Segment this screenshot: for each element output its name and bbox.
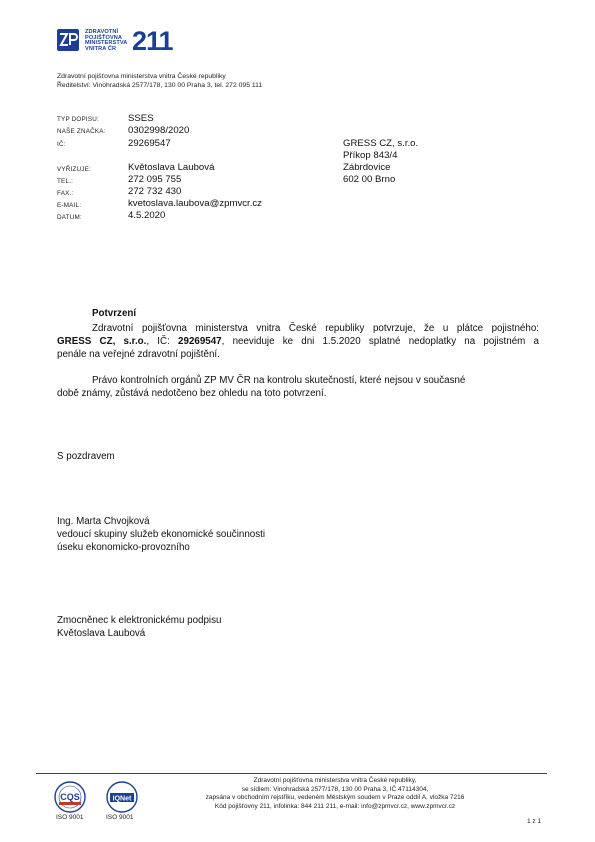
iqnet-certification-logo [103,781,141,813]
cqs-logo-text: CQS [60,792,80,802]
proxy-block [57,614,221,640]
paragraph-line: penále na veřejné zdravotní pojištění. [57,349,220,360]
logo-wordmark [85,30,127,53]
proxy-name: Květoslava Laubová [57,628,146,639]
meta-value: SSES [128,113,154,124]
recipient-name: GRESS CZ, s.r.o. [343,138,419,149]
logo-line: ZDRAVOTNÍ [85,29,119,35]
footer-line: se sídlem: Vinohradská 2577/178, 130 00 Praha 3, IČ 47114304, [241,785,429,793]
meta-value: 272 732 430 [128,186,182,197]
signature-block [57,515,265,554]
meta-value: 4.5.2020 [128,210,166,221]
footer-divider [36,773,547,774]
meta-label: TYP DOPISU: [57,116,99,123]
signer-name: Ing. Marta Chvojková [57,516,150,527]
logo-code: 211 [132,26,173,56]
meta-value: 0302998/2020 [128,125,190,136]
meta-label: IČ: [57,141,66,148]
org-header [57,72,262,90]
meta-label: DATUM: [57,214,82,221]
meta-value: Květoslava Laubová [128,162,215,173]
paragraph-text: , neeviduje ke dni 1.5.2020 splatné nedoplatky na pojistném a [221,336,539,347]
company-ic: 29269547 [178,336,222,347]
logo-line: MINISTERSTVA [85,40,128,47]
meta-value: 29269547 [128,138,171,149]
ic-label: , IČ: [146,336,179,347]
page-number: 1 z 1 [527,818,542,825]
recipient-district: Zábrdovice [343,162,391,173]
zp-logo-mark [57,29,79,51]
recipient-street: Příkop 843/4 [343,150,398,161]
letter-heading: Potvrzení [92,308,137,319]
meta-label: FAX.: [57,190,74,197]
recipient-address [343,138,418,186]
zpmv-logo [57,26,182,63]
meta-label: E-MAIL: [57,202,82,209]
org-name: Zdravotní pojišťovna ministerstva vnitra České republiky [57,73,226,80]
recipient-city: 602 00 Brno [343,174,396,185]
meta-label: TEL.: [57,178,74,185]
footer-line: Zdravotní pojišťovna ministerstva vnitra České republiky, [253,777,417,784]
iqnet-logo-text: IQNet [112,795,132,803]
signer-title: vedoucí skupiny služeb ekonomické součinnosti [57,529,266,540]
paragraph-line: Právo kontrolních orgánů ZP MV ČR na kontrolu skutečností, které nejsou v současné [92,375,466,386]
logo-line: POJIŠŤOVNA [85,34,123,41]
logo-line: VNITRA ČR [85,46,117,53]
cqs-certification-logo [50,781,90,813]
cert-label: ISO 9001 [106,814,134,821]
meta-value: 272 095 755 [128,174,182,185]
paragraph-line: Zdravotní pojišťovna ministerstva vnitra České republiky potvrzuje, že u plátce pojistného: [92,323,539,334]
paragraph-line [57,335,539,348]
meta-value: kvetoslava.laubova@zpmvcr.cz [128,198,262,209]
footer-info [150,777,520,811]
meta-label: VYŘIZUJE: [57,166,91,173]
proxy-line: Zmocněnec k elektronickému podpisu [57,615,222,626]
cert-label: ISO 9001 [56,814,84,821]
signer-department: úseku ekonomicko-provozního [57,542,190,553]
greeting: S pozdravem [57,451,115,462]
company-name: GRESS CZ, s.r.o. [57,336,147,347]
org-address: Ředitelství: Vinohradská 2577/178, 130 00 Praha 3, tel. 272 095 111 [57,82,263,89]
footer-line: Kód pojišťovny 211, infolinka: 844 211 211, e-mail: info@zpmvcr.cz, www.zpmvcr.cz [214,802,456,810]
paragraph-confirmation [57,322,539,361]
paragraph-line: době známy, zůstává nedotčeno bez ohledu na toto potvrzení. [57,388,327,399]
footer-line: zapsána v obchodním rejstříku, vedeném Městským soudem v Praze oddíl A, vložka 7216 [205,794,465,802]
paragraph-rights [57,374,539,400]
meta-label: NAŠE ZNAČKA: [57,128,106,135]
